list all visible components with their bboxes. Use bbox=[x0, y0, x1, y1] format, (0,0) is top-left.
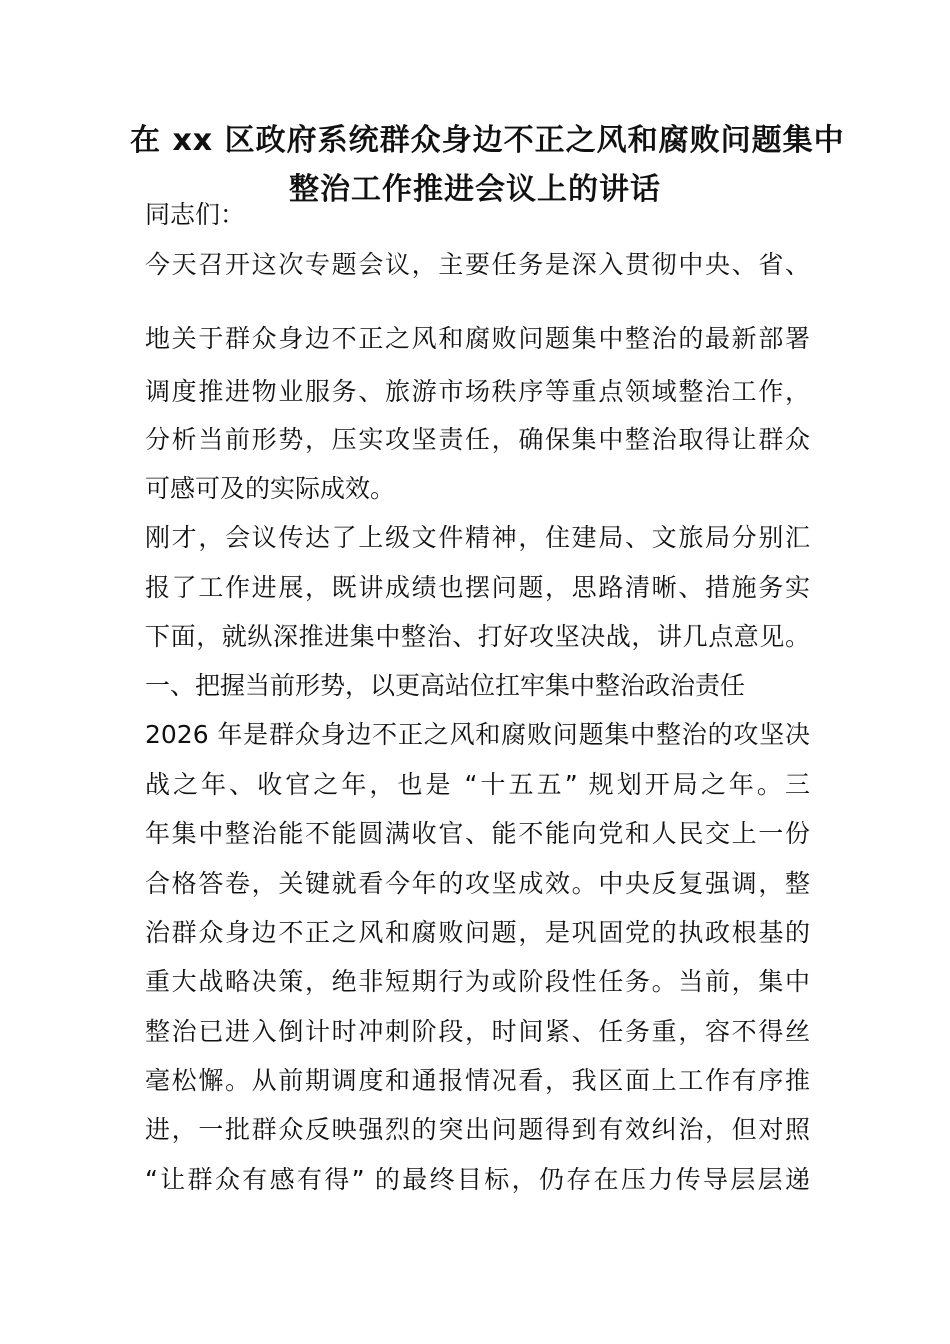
salutation: 同志们： bbox=[145, 200, 246, 229]
paragraph-line: 可感可及的实际成效。 bbox=[145, 474, 396, 503]
paragraph-line: 2026 年是群众身边不正之风和腐败问题集中整治的攻坚决 bbox=[145, 720, 810, 749]
paragraph-line: “让群众有感有得” 的最终目标，仍存在压力传导层层递 bbox=[145, 1165, 810, 1194]
paragraph-line: 重大战略决策，绝非短期行为或阶段性任务。当前，集中 bbox=[145, 967, 810, 996]
document-title-line-1: 在 xx 区政府系统群众身边不正之风和腐败问题集中 bbox=[130, 123, 845, 158]
paragraph-line: 下面，就纵深推进集中整治、打好攻坚决战，讲几点意见。 bbox=[145, 622, 810, 651]
paragraph-line: 刚才，会议传达了上级文件精神，住建局、文旅局分别汇 bbox=[145, 523, 810, 552]
paragraph-line: 报了工作进展，既讲成绩也摆问题，思路清晰、措施务实 bbox=[145, 573, 810, 602]
paragraph-line: 调度推进物业服务、旅游市场秩序等重点领域整治工作， bbox=[145, 377, 810, 406]
paragraph-line: 整治已进入倒计时冲刺阶段，时间紧、任务重，容不得丝 bbox=[145, 1017, 810, 1046]
paragraph-line: 今天召开这次专题会议，主要任务是深入贯彻中央、省、 bbox=[145, 250, 810, 279]
paragraph-line: 地关于群众身边不正之风和腐败问题集中整治的最新部署 bbox=[145, 324, 810, 353]
paragraph-line: 毫松懈。从前期调度和通报情况看，我区面上工作有序推 bbox=[145, 1066, 810, 1095]
paragraph-line: 合格答卷，关键就看今年的攻坚成效。中央反复强调，整 bbox=[145, 869, 810, 898]
document-title-line-2: 整治工作推进会议上的讲话 bbox=[289, 172, 661, 207]
paragraph-line: 进，一批群众反映强烈的突出问题得到有效纠治，但对照 bbox=[145, 1115, 810, 1144]
paragraph-line: 年集中整治能不能圆满收官、能不能向党和人民交上一份 bbox=[145, 819, 810, 848]
section-heading: 一、把握当前形势，以更高站位扛牢集中整治政治责任 bbox=[145, 671, 746, 700]
paragraph-line: 治群众身边不正之风和腐败问题，是巩固党的执政根基的 bbox=[145, 918, 810, 947]
paragraph-line: 分析当前形势，压实攻坚责任，确保集中整治取得让群众 bbox=[145, 425, 810, 454]
paragraph-line: 战之年、收官之年，也是 “十五五” 规划开局之年。三 bbox=[145, 770, 810, 799]
